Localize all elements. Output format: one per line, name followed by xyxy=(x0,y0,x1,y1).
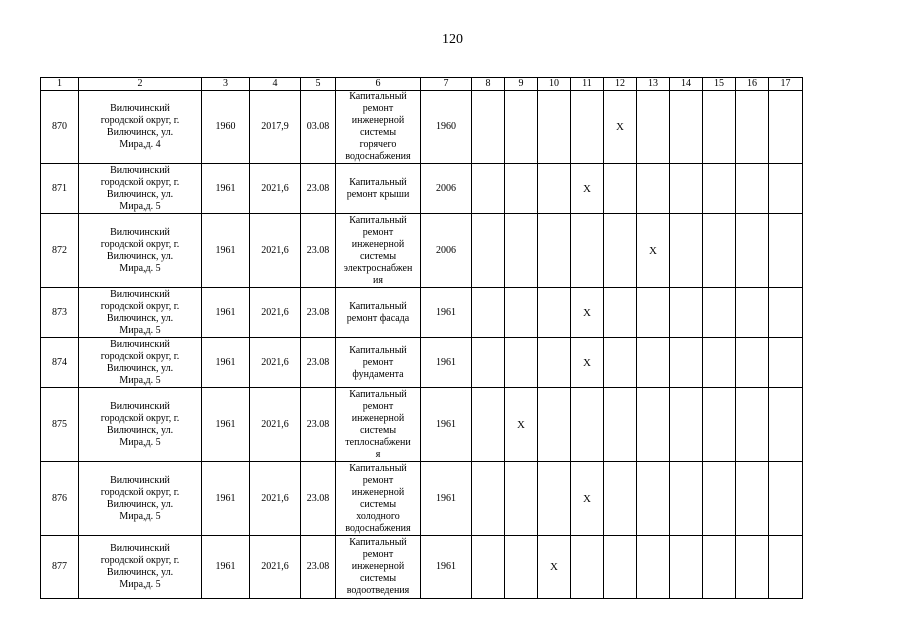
area-cell: 2021,6 xyxy=(250,288,301,338)
mark-cell xyxy=(472,214,505,288)
area-cell: 2021,6 xyxy=(250,536,301,599)
address-cell: Вилючинский городской округ, г. Вилючинск, ул. Мира,д. 5 xyxy=(79,338,202,388)
area-cell: 2017,9 xyxy=(250,91,301,164)
mark-cell xyxy=(571,388,604,462)
mark-cell xyxy=(538,338,571,388)
address-cell: Вилючинский городской округ, г. Вилючинск, ул. Мира,д. 5 xyxy=(79,288,202,338)
area-cell: 2021,6 xyxy=(250,462,301,536)
mark-cell xyxy=(472,338,505,388)
repair-year-cell: 1961 xyxy=(421,462,472,536)
row-number-cell: 877 xyxy=(41,536,79,599)
mark-cell xyxy=(637,338,670,388)
address-cell: Вилючинский городской округ, г. Вилючинск, ул. Мира,д. 4 xyxy=(79,91,202,164)
mark-cell xyxy=(703,91,736,164)
column-header: 11 xyxy=(571,78,604,91)
table-row xyxy=(41,536,803,599)
mark-cell xyxy=(571,91,604,164)
mark-cell xyxy=(472,462,505,536)
mark-cell xyxy=(637,462,670,536)
mark-cell xyxy=(505,214,538,288)
mark-cell xyxy=(670,338,703,388)
code-cell: 23.08 xyxy=(301,462,336,536)
mark-cell xyxy=(604,536,637,599)
address-cell: Вилючинский городской округ, г. Вилючинск, ул. Мира,д. 5 xyxy=(79,388,202,462)
column-header: 7 xyxy=(421,78,472,91)
work-type-cell: Капитальный ремонт инженерной системы холодного водоснабжения xyxy=(336,462,421,536)
code-cell: 23.08 xyxy=(301,288,336,338)
mark-cell xyxy=(538,388,571,462)
row-number-cell: 875 xyxy=(41,388,79,462)
column-header: 2 xyxy=(79,78,202,91)
mark-cell xyxy=(769,288,803,338)
row-number-cell: 874 xyxy=(41,338,79,388)
mark-cell xyxy=(736,214,769,288)
code-cell: 23.08 xyxy=(301,388,336,462)
mark-cell xyxy=(769,91,803,164)
year-built-cell: 1961 xyxy=(202,338,250,388)
repair-year-cell: 1961 xyxy=(421,338,472,388)
column-header: 6 xyxy=(336,78,421,91)
mark-cell xyxy=(538,462,571,536)
table-row xyxy=(41,214,803,288)
mark-cell xyxy=(637,288,670,338)
mark-cell: X xyxy=(505,388,538,462)
mark-cell: X xyxy=(571,164,604,214)
mark-cell xyxy=(472,164,505,214)
year-built-cell: 1961 xyxy=(202,164,250,214)
row-number-cell: 870 xyxy=(41,91,79,164)
mark-cell xyxy=(604,462,637,536)
area-cell: 2021,6 xyxy=(250,338,301,388)
mark-cell xyxy=(604,388,637,462)
code-cell: 23.08 xyxy=(301,338,336,388)
mark-cell xyxy=(670,388,703,462)
repair-year-cell: 2006 xyxy=(421,214,472,288)
mark-cell xyxy=(670,536,703,599)
year-built-cell: 1961 xyxy=(202,288,250,338)
column-header: 15 xyxy=(703,78,736,91)
mark-cell xyxy=(472,388,505,462)
mark-cell xyxy=(637,91,670,164)
table-row xyxy=(41,288,803,338)
mark-cell xyxy=(505,91,538,164)
mark-cell xyxy=(703,214,736,288)
mark-cell xyxy=(670,214,703,288)
mark-cell xyxy=(703,164,736,214)
mark-cell xyxy=(637,388,670,462)
mark-cell xyxy=(670,288,703,338)
mark-cell xyxy=(769,536,803,599)
repair-year-cell: 1960 xyxy=(421,91,472,164)
work-type-cell: Капитальный ремонт фасада xyxy=(336,288,421,338)
column-header: 4 xyxy=(250,78,301,91)
mark-cell xyxy=(538,91,571,164)
mark-cell xyxy=(703,536,736,599)
area-cell: 2021,6 xyxy=(250,214,301,288)
work-type-cell: Капитальный ремонт крыши xyxy=(336,164,421,214)
mark-cell: X xyxy=(637,214,670,288)
mark-cell xyxy=(703,462,736,536)
page-number: 120 xyxy=(442,32,463,47)
mark-cell xyxy=(571,214,604,288)
mark-cell xyxy=(538,164,571,214)
table-row xyxy=(41,338,803,388)
mark-cell xyxy=(538,214,571,288)
mark-cell xyxy=(703,388,736,462)
mark-cell xyxy=(505,536,538,599)
mark-cell xyxy=(736,388,769,462)
mark-cell xyxy=(769,164,803,214)
mark-cell xyxy=(736,164,769,214)
code-cell: 23.08 xyxy=(301,536,336,599)
work-type-cell: Капитальный ремонт инженерной системы теплоснабжени я xyxy=(336,388,421,462)
repair-year-cell: 1961 xyxy=(421,388,472,462)
code-cell: 23.08 xyxy=(301,164,336,214)
column-header: 1 xyxy=(41,78,79,91)
work-type-cell: Капитальный ремонт фундамента xyxy=(336,338,421,388)
mark-cell xyxy=(472,288,505,338)
year-built-cell: 1961 xyxy=(202,462,250,536)
year-built-cell: 1961 xyxy=(202,388,250,462)
mark-cell xyxy=(604,288,637,338)
repair-year-cell: 1961 xyxy=(421,536,472,599)
mark-cell xyxy=(736,462,769,536)
mark-cell xyxy=(637,536,670,599)
mark-cell xyxy=(736,338,769,388)
column-header: 9 xyxy=(505,78,538,91)
mark-cell xyxy=(604,164,637,214)
table-row xyxy=(41,462,803,536)
column-header: 14 xyxy=(670,78,703,91)
table-row xyxy=(41,164,803,214)
mark-cell xyxy=(670,164,703,214)
work-type-cell: Капитальный ремонт инженерной системы электроснабжен ия xyxy=(336,214,421,288)
mark-cell xyxy=(538,288,571,338)
mark-cell xyxy=(472,91,505,164)
mark-cell xyxy=(505,288,538,338)
mark-cell xyxy=(769,462,803,536)
row-number-cell: 873 xyxy=(41,288,79,338)
mark-cell xyxy=(637,164,670,214)
column-header: 3 xyxy=(202,78,250,91)
mark-cell xyxy=(505,462,538,536)
area-cell: 2021,6 xyxy=(250,388,301,462)
column-header: 5 xyxy=(301,78,336,91)
column-header: 16 xyxy=(736,78,769,91)
row-number-cell: 872 xyxy=(41,214,79,288)
column-header: 13 xyxy=(637,78,670,91)
mark-cell xyxy=(505,164,538,214)
mark-cell xyxy=(604,214,637,288)
repair-year-cell: 1961 xyxy=(421,288,472,338)
mark-cell xyxy=(670,91,703,164)
mark-cell xyxy=(703,338,736,388)
mark-cell: X xyxy=(538,536,571,599)
mark-cell xyxy=(604,338,637,388)
work-type-cell: Капитальный ремонт инженерной системы горячего водоснабжения xyxy=(336,91,421,164)
mark-cell: X xyxy=(571,338,604,388)
address-cell: Вилючинский городской округ, г. Вилючинск, ул. Мира,д. 5 xyxy=(79,164,202,214)
area-cell: 2021,6 xyxy=(250,164,301,214)
mark-cell xyxy=(571,536,604,599)
mark-cell xyxy=(670,462,703,536)
row-number-cell: 871 xyxy=(41,164,79,214)
table-row xyxy=(41,91,803,164)
address-cell: Вилючинский городской округ, г. Вилючинск, ул. Мира,д. 5 xyxy=(79,214,202,288)
column-header: 12 xyxy=(604,78,637,91)
work-type-cell: Капитальный ремонт инженерной системы водоотведения xyxy=(336,536,421,599)
mark-cell xyxy=(736,91,769,164)
column-header: 17 xyxy=(769,78,803,91)
mark-cell xyxy=(736,288,769,338)
registry-table xyxy=(40,77,803,599)
code-cell: 03.08 xyxy=(301,91,336,164)
mark-cell xyxy=(505,338,538,388)
column-header: 10 xyxy=(538,78,571,91)
mark-cell xyxy=(769,214,803,288)
year-built-cell: 1961 xyxy=(202,214,250,288)
mark-cell: X xyxy=(604,91,637,164)
address-cell: Вилючинский городской округ, г. Вилючинск, ул. Мира,д. 5 xyxy=(79,536,202,599)
row-number-cell: 876 xyxy=(41,462,79,536)
repair-year-cell: 2006 xyxy=(421,164,472,214)
year-built-cell: 1960 xyxy=(202,91,250,164)
mark-cell xyxy=(769,338,803,388)
mark-cell xyxy=(769,388,803,462)
year-built-cell: 1961 xyxy=(202,536,250,599)
mark-cell: X xyxy=(571,288,604,338)
column-header: 8 xyxy=(472,78,505,91)
mark-cell xyxy=(703,288,736,338)
header-row xyxy=(41,78,803,91)
mark-cell xyxy=(736,536,769,599)
code-cell: 23.08 xyxy=(301,214,336,288)
mark-cell xyxy=(472,536,505,599)
table-row xyxy=(41,388,803,462)
address-cell: Вилючинский городской округ, г. Вилючинск, ул. Мира,д. 5 xyxy=(79,462,202,536)
mark-cell: X xyxy=(571,462,604,536)
